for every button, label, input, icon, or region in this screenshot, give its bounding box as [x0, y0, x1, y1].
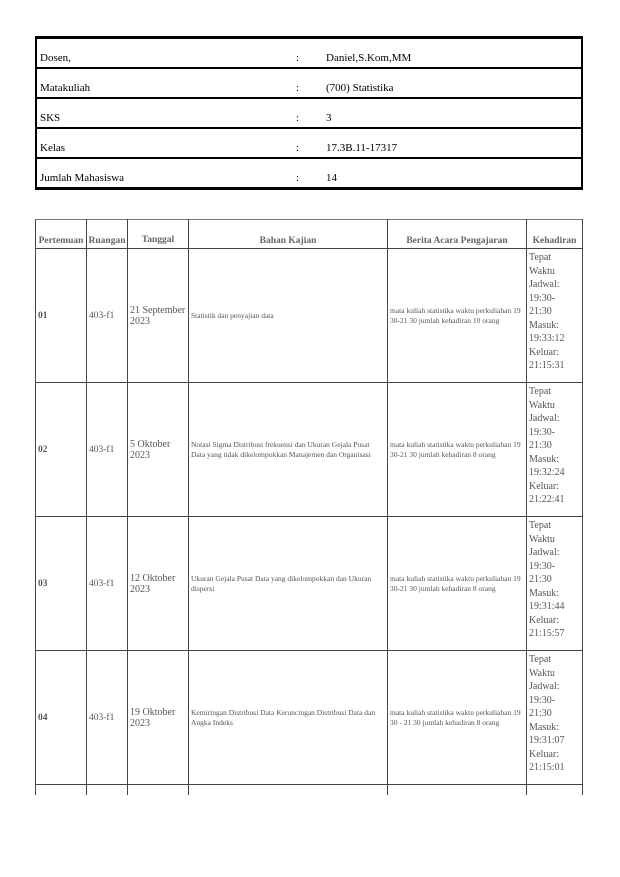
kehadiran-line: 21:30	[529, 708, 552, 719]
cell-tanggal: 5 Oktober 2023	[128, 383, 189, 517]
kehadiran-line: Masuk:	[529, 721, 559, 733]
kehadiran-line: Keluar:	[529, 480, 559, 492]
kehadiran-line: Waktu	[529, 399, 555, 411]
info-value: 3	[323, 98, 582, 128]
cell-kehadiran	[527, 249, 583, 383]
kehadiran-line: Keluar:	[529, 748, 559, 760]
header-kehadiran: Kehadiran	[527, 220, 583, 249]
kehadiran-line: 21:30	[529, 306, 552, 317]
info-colon: :	[293, 68, 323, 98]
info-colon: :	[293, 98, 323, 128]
cell-tanggal: 12 Oktober 2023	[128, 517, 189, 651]
continuation-cell	[388, 785, 527, 796]
info-row	[36, 98, 582, 128]
kehadiran-line: Keluar:	[529, 346, 559, 358]
schedule-row	[36, 249, 583, 383]
cell-bahan-kajian: Notasi Sigma Distribusi frekuensi dan Ukuran Gejala Pusat Data yang tidak dikelompokkan Manajemen dan Organisasi	[189, 383, 388, 517]
info-row	[36, 68, 582, 98]
info-value: (700) Statistika	[323, 68, 582, 98]
cell-berita-acara: mata kuliah statistika waktu perkuliahan 19 30-21 30 jumlah kehadiran 10 orang	[388, 249, 527, 383]
cell-pertemuan: 03	[36, 517, 87, 651]
kehadiran-line: 19:31:44	[529, 601, 565, 612]
header-ruangan: Ruangan	[87, 220, 128, 249]
kehadiran-line: 21:30	[529, 440, 552, 451]
kehadiran-line: Waktu	[529, 667, 555, 679]
kehadiran-line: Waktu	[529, 533, 555, 545]
kehadiran-line: Masuk:	[529, 587, 559, 599]
info-label: Matakuliah	[36, 68, 293, 98]
info-value: 17.3B.11-17317	[323, 128, 582, 158]
cell-pertemuan: 04	[36, 651, 87, 785]
cell-tanggal: 21 September 2023	[128, 249, 189, 383]
info-colon: :	[293, 158, 323, 189]
continuation-cell	[128, 785, 189, 796]
kehadiran-line: 19:30-	[529, 426, 556, 438]
kehadiran-line: 21:30	[529, 574, 552, 585]
info-label: Dosen,	[36, 38, 293, 69]
kehadiran-line: 21:22:41	[529, 494, 565, 505]
kehadiran-line: Waktu	[529, 265, 555, 277]
cell-ruangan: 403-f1	[87, 249, 128, 383]
attendance-schedule-table	[35, 219, 583, 795]
schedule-row	[36, 651, 583, 785]
schedule-row	[36, 383, 583, 517]
continuation-cell	[527, 785, 583, 796]
kehadiran-line: Jadwal:	[529, 547, 560, 558]
kehadiran-line: Jadwal:	[529, 681, 560, 692]
cell-ruangan: 403-f1	[87, 383, 128, 517]
kehadiran-line: 19:31:07	[529, 735, 565, 746]
course-info-table	[35, 36, 583, 190]
continuation-cell	[189, 785, 388, 796]
kehadiran-line: 21:15:57	[529, 628, 565, 639]
course-info-body	[36, 38, 582, 189]
info-row	[36, 128, 582, 158]
table-continuation	[36, 785, 583, 796]
header-pertemuan: Pertemuan	[36, 220, 87, 249]
cell-kehadiran	[527, 517, 583, 651]
cell-bahan-kajian: Statistik dan penyajian data	[189, 249, 388, 383]
info-row	[36, 158, 582, 189]
kehadiran-line: Tepat	[529, 654, 552, 665]
kehadiran-line: 19:33:12	[529, 333, 565, 344]
kehadiran-line: Tepat	[529, 252, 552, 263]
cell-pertemuan: 01	[36, 249, 87, 383]
kehadiran-line: Keluar:	[529, 614, 559, 626]
cell-pertemuan: 02	[36, 383, 87, 517]
kehadiran-line: 19:32:24	[529, 467, 565, 478]
kehadiran-line: Tepat	[529, 386, 552, 397]
info-label: SKS	[36, 98, 293, 128]
schedule-header	[36, 220, 583, 249]
header-bahan-kajian: Bahan Kajian	[189, 220, 388, 249]
info-value: 14	[323, 158, 582, 189]
header-tanggal: Tanggal	[128, 220, 189, 249]
schedule-body	[36, 249, 583, 796]
kehadiran-line: 21:15:01	[529, 762, 565, 773]
info-colon: :	[293, 128, 323, 158]
cell-berita-acara: mata kuliah statistika waktu perkuliahan 19 30 - 21 30 jumlah kehadiran 8 orang	[388, 651, 527, 785]
kehadiran-line: 19:30-	[529, 292, 556, 304]
info-label: Kelas	[36, 128, 293, 158]
info-row	[36, 38, 582, 69]
kehadiran-line: 19:30-	[529, 560, 556, 572]
cell-bahan-kajian: Ukuran Gejala Pusat Data yang dikelompokkan dan Ukuran dispersi	[189, 517, 388, 651]
cell-kehadiran	[527, 651, 583, 785]
continuation-cell	[87, 785, 128, 796]
cell-kehadiran	[527, 383, 583, 517]
kehadiran-line: Masuk:	[529, 453, 559, 465]
cell-tanggal: 19 Oktober 2023	[128, 651, 189, 785]
kehadiran-line: Masuk:	[529, 319, 559, 331]
info-label: Jumlah Mahasiswa	[36, 158, 293, 189]
cell-ruangan: 403-f1	[87, 651, 128, 785]
schedule-header-row	[36, 220, 583, 249]
info-value: Daniel,S.Kom,MM	[323, 38, 582, 69]
kehadiran-line: Jadwal:	[529, 279, 560, 290]
kehadiran-line: 19:30-	[529, 694, 556, 706]
info-colon: :	[293, 38, 323, 69]
cell-berita-acara: mata kuliah statistika waktu perkuliahan 19 30-21 30 jumlah kehadiran 8 orang	[388, 517, 527, 651]
header-berita-acara: Berita Acara Pengajaran	[388, 220, 527, 249]
kehadiran-line: Tepat	[529, 520, 552, 531]
cell-ruangan: 403-f1	[87, 517, 128, 651]
kehadiran-line: 21:15:31	[529, 360, 565, 371]
kehadiran-line: Jadwal:	[529, 413, 560, 424]
schedule-row	[36, 517, 583, 651]
cell-berita-acara: mata kuliah statistika waktu perkuliahan 19 30-21 30 jumlah kehadiran 8 orang	[388, 383, 527, 517]
cell-bahan-kajian: Kemiringan Distribusi Data Keruncingan Distribusi Data dan Angka Indeks	[189, 651, 388, 785]
continuation-cell	[36, 785, 87, 796]
